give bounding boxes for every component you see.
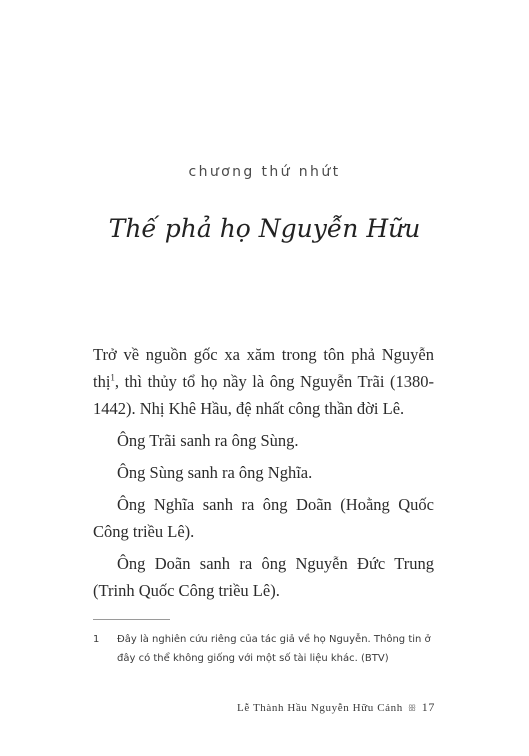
- running-footer: [237, 700, 435, 715]
- page-number: 17: [421, 700, 435, 714]
- paragraph-4: Ông Nghĩa sanh ra ông Doãn (Hoằng Quốc Công triều Lê).: [93, 495, 434, 541]
- paragraph-5: Ông Doãn sanh ra ông Nguyễn Đức Trung (Trinh Quốc Công triều Lê).: [93, 554, 434, 600]
- footnote-rule: [93, 619, 170, 620]
- footnote-number: 1: [93, 634, 100, 645]
- footnote: [93, 630, 438, 668]
- paragraph-1-text: Trở về nguồn gốc xa xăm trong tôn phả Nguyễn thị: [93, 345, 434, 391]
- paragraph-1-text-continued: , thì thủy tổ họ nầy là ông Nguyễn Trãi (1380-1442). Nhị Khê Hầu, đệ nhất công thần đời Lê.: [93, 372, 434, 418]
- flower-ornament-icon: ꕥ: [407, 703, 417, 713]
- chapter-title: Thế phả họ Nguyễn Hữu: [108, 214, 421, 243]
- footnote-text: Đây là nghiên cứu riêng của tác giả về họ Nguyễn. Thông tin ở đây có thể không giống với một số tài liệu khác. (BTV): [117, 634, 431, 664]
- running-title: Lễ Thành Hầu Nguyễn Hữu Cảnh: [237, 702, 403, 714]
- chapter-label: chương thứ nhứt: [188, 164, 341, 180]
- body-text: [93, 341, 434, 609]
- paragraph-2: Ông Trãi sanh ra ông Sùng.: [117, 431, 299, 450]
- paragraph-3: Ông Sùng sanh ra ông Nghĩa.: [117, 463, 313, 482]
- paragraph-1: [93, 341, 434, 422]
- footnote-reference[interactable]: 1: [110, 372, 115, 383]
